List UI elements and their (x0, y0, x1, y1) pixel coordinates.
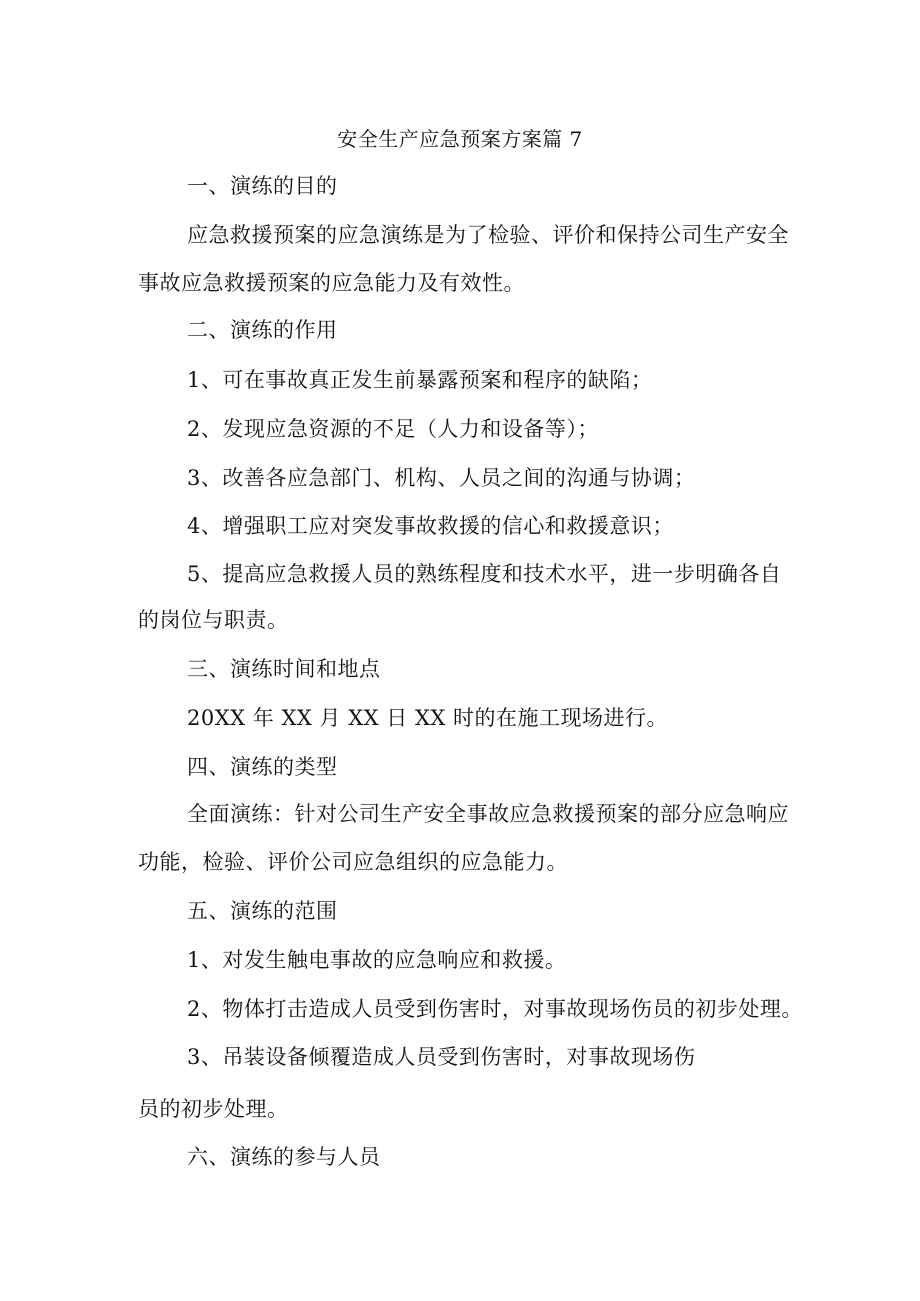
paragraph-line: 全面演练：针对公司生产安全事故应急救援预案的部分应急响应 (187, 802, 789, 826)
heading-2: 二、演练的作用 (187, 318, 338, 342)
heading-3: 三、演练时间和地点 (187, 657, 381, 681)
heading-5: 五、演练的范围 (187, 899, 338, 923)
paragraph-line: 20XX 年 XX 月 XX 日 XX 时的在施工现场进行。 (187, 706, 669, 730)
heading-1: 一、演练的目的 (187, 174, 338, 198)
paragraph-line: 事故应急救援预案的应急能力及有效性。 (138, 271, 525, 295)
paragraph-line: 功能，检验、评价公司应急组织的应急能力。 (138, 850, 568, 874)
heading-6: 六、演练的参与人员 (187, 1145, 381, 1169)
list-item: 2、发现应急资源的不足（人力和设备等）； (187, 417, 599, 441)
document-title: 安全生产应急预案方案篇 7 (337, 127, 583, 151)
list-item-continuation: 的岗位与职责。 (138, 608, 289, 632)
list-item: 5、提高应急救援人员的熟练程度和技术水平，进一步明确各自 (187, 562, 782, 586)
list-item: 1、对发生触电事故的应急响应和救援。 (187, 948, 567, 972)
list-item: 3、吊装设备倾覆造成人员受到伤害时，对事故现场伤 (187, 1045, 696, 1069)
list-item: 1、可在事故真正发生前暴露预案和程序的缺陷； (187, 368, 653, 392)
list-item-continuation: 员的初步处理。 (138, 1097, 289, 1121)
list-item: 4、增强职工应对突发事故救援的信心和救援意识； (187, 514, 674, 538)
paragraph-line: 应急救援预案的应急演练是为了检验、评价和保持公司生产安全 (187, 223, 789, 247)
list-item: 3、改善各应急部门、机构、人员之间的沟通与协调； (187, 466, 696, 490)
heading-4: 四、演练的类型 (187, 755, 338, 779)
list-item: 2、物体打击造成人员受到伤害时，对事故现场伤员的初步处理。 (187, 997, 803, 1021)
